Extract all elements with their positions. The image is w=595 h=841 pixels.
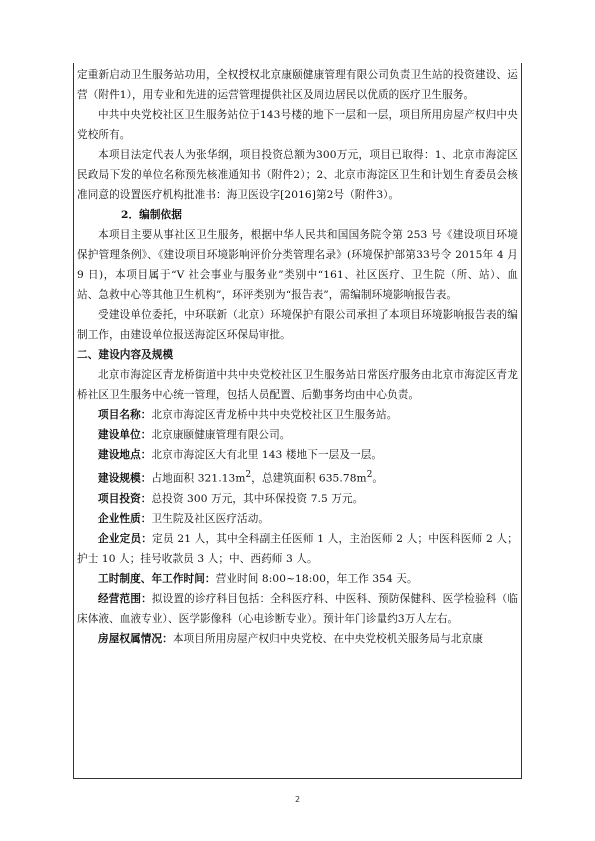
page-number: 2 [294,795,301,804]
field-value: 营业时间 8:00~18:00，年工作 354 天。 [215,572,418,585]
field-label: 经营范围： [98,592,152,605]
field-value: 定员 21 人，其中全科副主任医师 1 人，主治医师 2 人；中医科医师 2 人；护士 10 人；挂号收款员 3 人；中、西药师 3 人。 [77,532,518,565]
field-value: 总投资 300 万元，其中环保投资 7.5 万元。 [151,492,364,505]
field-nature [77,509,518,529]
field-scope [77,589,518,629]
field-project-name [77,405,518,425]
field-value: 。 [372,472,384,485]
field-label: 工时制度、年工作时间： [98,572,216,585]
field-value: 北京康颐健康管理有限公司。 [151,429,291,441]
superscript: 2 [366,470,373,480]
subheading-basis: 2．编制依据 [121,209,182,221]
field-label: 项目投资： [98,492,152,505]
field-value: 占地面积 321.13m [151,472,246,485]
field-label: 项目名称： [98,409,152,421]
field-scale [77,465,518,489]
field-value: 拟设置的诊疗科目包括：全科医疗科、中医科、预防保健科、医学检验科（临床体液、血液专业）、医学影像科（心电诊断专业）。预计年门诊量约3万人左右。 [77,592,518,625]
field-value: ，总建筑面积 635.78m [251,472,367,485]
field-value: 北京市海淀区青龙桥中共中央党校社区卫生服务站。 [151,409,398,421]
paragraph-location: 中共中央党校社区卫生服务站位于143号楼的地下一层和一层，项目所用房屋产权归中央党校所有。 [77,109,518,141]
paragraph-management: 北京市海淀区青龙桥街道中共中央党校社区卫生服务站日常医疗服务由北京市海淀区青龙桥社区卫生服务中心统一管理，包括人员配置、后勤事务均由中心负责。 [77,369,518,401]
field-label: 企业定员： [98,532,153,545]
field-schedule [77,569,518,589]
field-value: 卫生院及社区医疗活动。 [151,512,270,525]
field-staffing [77,529,518,569]
field-location [77,445,518,465]
paragraph-continuation: 定重新启动卫生服务站功用，全权授权北京康颐健康管理有限公司负责卫生站的投资建设、运营（附件1），用专业和先进的运营管理提供社区及周边居民以优质的医疗卫生服务。 [77,69,518,101]
field-builder [77,425,518,445]
field-label: 房屋权属情况： [98,632,173,645]
paragraph-legal-rep: 本项目法定代表人为张华纲，项目投资总额为300万元，项目已取得：1、北京市海淀区民政局下发的单位名称预先核准通知书（附件2）；2、北京市海淀区卫生和计划生育委员会核准同意的设置医疗机构批准书：海卫医设字[2016]第2号（附件3）。 [77,149,518,201]
paragraph-basis: 本项目主要从事社区卫生服务，根据中华人民共和国国务院令第 253 号《建设项目环境保护管理条例》、《建设项目环境影响评价分类管理名录》(环境保护部第33号令 2015年 4 月 9 日)，本项目属于“V 社会事业与服务业”类别中“161、社区医疗、卫生院（所、站）、血站、急救中心等其他卫生机构”，环评类别为“报告表”，需编制环境影响报告表。 [77,229,518,301]
superscript: 2 [245,470,252,480]
field-label: 建设单位： [98,429,152,441]
field-ownership [77,629,518,649]
field-investment [77,489,518,509]
field-label: 企业性质： [98,512,152,525]
field-label: 建设地点： [98,449,152,461]
section-heading-content: 二、建设内容及规模 [77,349,174,361]
field-label: 建设规模： [98,472,152,485]
paragraph-commission: 受建设单位委托，中环联新（北京）环境保护有限公司承担了本项目环境影响报告表的编制工作，由建设单位报送海淀区环保局审批。 [77,309,518,341]
document-body [77,65,518,649]
field-value: 北京市海淀区大有北里 143 楼地下一层及一层。 [151,449,383,461]
field-value: 本项目所用房屋产权归中央党校、在中央党校机关服务局与北京康 [172,632,483,645]
